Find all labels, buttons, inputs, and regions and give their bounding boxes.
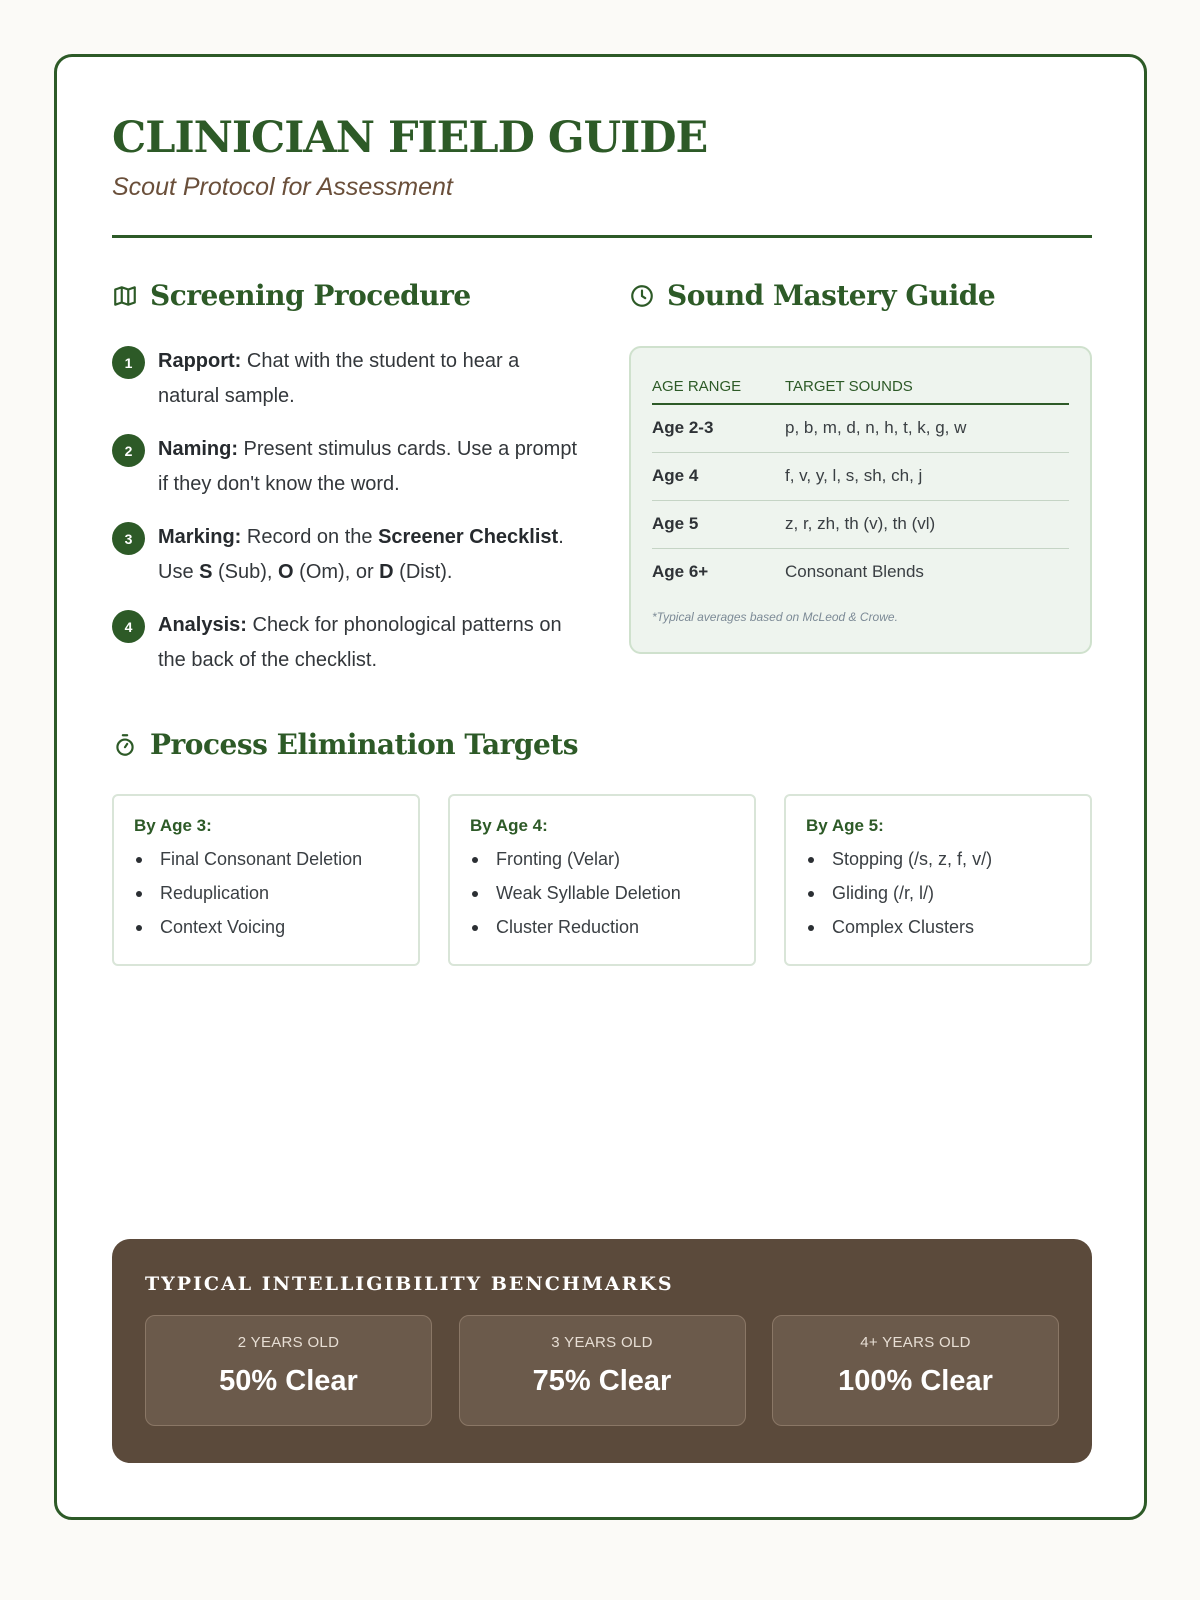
age-cell: Age 5 <box>652 500 785 548</box>
checklist-name: Screener Checklist <box>378 526 559 548</box>
step-label: Marking: <box>158 526 242 548</box>
process-section-header <box>112 728 578 761</box>
benchmark-card <box>145 1315 432 1426</box>
mastery-heading: Sound Mastery Guide <box>667 279 996 312</box>
sounds-cell: z, r, zh, th (v), th (vl) <box>785 500 1069 548</box>
code-dist: D <box>379 561 394 583</box>
stopwatch-icon <box>112 732 138 758</box>
sounds-cell: p, b, m, d, n, h, t, k, g, w <box>785 404 1069 452</box>
sounds-cell: Consonant Blends <box>785 562 924 582</box>
step-text <box>158 432 582 502</box>
step-label: Naming: <box>158 438 238 460</box>
benchmark-value: 75% Clear <box>532 1365 672 1397</box>
process-age-title: By Age 4: <box>470 816 548 835</box>
benchmark-age-label: 3 YEARS OLD <box>551 1334 653 1351</box>
page-subtitle: Scout Protocol for Assessment <box>112 173 453 201</box>
list-item: Stopping (/s, z, f, v/) <box>806 842 1070 876</box>
list-item: Gliding (/r, l/) <box>806 876 1070 910</box>
benchmark-age-label: 2 YEARS OLD <box>237 1334 340 1351</box>
step-text-part: . Use <box>158 526 564 583</box>
list-item: Weak Syllable Deletion <box>470 876 734 910</box>
step-number-badge: 3 <box>112 522 145 555</box>
table-row <box>652 452 1069 500</box>
mastery-panel <box>629 346 1092 654</box>
process-age-box <box>448 794 756 966</box>
list-item: Complex Clusters <box>806 910 1070 944</box>
list-item: Reduplication <box>134 876 398 910</box>
step-label: Rapport: <box>158 350 242 372</box>
step-text-part: (Om), or <box>293 561 380 583</box>
map-icon <box>112 283 138 309</box>
benchmark-card <box>459 1315 746 1426</box>
screening-step <box>112 346 582 414</box>
process-groups <box>112 794 1092 966</box>
table-row <box>652 500 1069 548</box>
step-text <box>158 520 582 590</box>
benchmark-cards <box>145 1315 1059 1426</box>
column-header: TARGET SOUNDS <box>785 366 1069 404</box>
screening-steps-list <box>112 346 582 698</box>
screening-heading: Screening Procedure <box>150 279 471 312</box>
table-row <box>652 404 1069 452</box>
mastery-footnote: *Typical averages based on McLeod & Crowe. <box>652 610 898 624</box>
step-number-badge: 1 <box>112 346 145 379</box>
benchmarks-panel <box>112 1239 1092 1463</box>
age-cell: Age 2-3 <box>652 404 785 452</box>
process-list <box>470 842 734 944</box>
mastery-section-header <box>629 279 995 312</box>
screening-step <box>112 610 582 678</box>
step-label: Analysis: <box>158 614 247 636</box>
process-heading: Process Elimination Targets <box>150 728 578 761</box>
step-description: Chat with the student to hear a natural sample. <box>158 350 520 407</box>
code-om: O <box>278 561 294 583</box>
code-sub: S <box>199 561 213 583</box>
step-text <box>158 344 582 414</box>
process-age-title: By Age 3: <box>134 816 212 835</box>
step-number-badge: 2 <box>112 434 145 467</box>
process-age-box <box>784 794 1092 966</box>
list-item: Cluster Reduction <box>470 910 734 944</box>
step-text-part: Record on the <box>241 526 379 548</box>
screening-step <box>112 522 582 590</box>
benchmark-card <box>772 1315 1059 1426</box>
list-item: Final Consonant Deletion <box>134 842 398 876</box>
column-header: AGE RANGE <box>652 366 785 404</box>
process-age-title: By Age 5: <box>806 816 884 835</box>
process-list <box>806 842 1070 944</box>
table-row <box>652 548 1069 596</box>
list-item: Context Voicing <box>134 910 398 944</box>
benchmark-value: 100% Clear <box>838 1365 993 1397</box>
field-guide-card <box>54 54 1147 1520</box>
step-text <box>158 608 582 678</box>
benchmarks-heading: TYPICAL INTELLIGIBILITY BENCHMARKS <box>145 1273 674 1295</box>
step-description: Present stimulus cards. Use a prompt if they don't know the word. <box>158 438 578 495</box>
step-description: Check for phonological patterns on the back of the checklist. <box>158 614 562 671</box>
list-item: Fronting (Velar) <box>470 842 734 876</box>
screening-section-header <box>112 279 471 312</box>
process-age-box <box>112 794 420 966</box>
benchmark-age-label: 4+ YEARS OLD <box>860 1334 971 1351</box>
step-number-badge: 4 <box>112 610 145 643</box>
age-cell: Age 4 <box>652 452 785 500</box>
step-text-part: (Dist). <box>393 561 453 583</box>
benchmark-value: 50% Clear <box>219 1365 358 1397</box>
clock-icon <box>629 283 655 309</box>
age-cell: Age 6+ <box>652 562 709 582</box>
mastery-table <box>652 366 1069 596</box>
page-title: CLINICIAN FIELD GUIDE <box>112 113 708 163</box>
step-text-part: (Sub), <box>212 561 279 583</box>
process-list <box>134 842 398 944</box>
screening-step <box>112 434 582 502</box>
header-divider <box>112 235 1092 238</box>
sounds-cell: f, v, y, l, s, sh, ch, j <box>785 452 1069 500</box>
table-header-row <box>652 366 1069 404</box>
